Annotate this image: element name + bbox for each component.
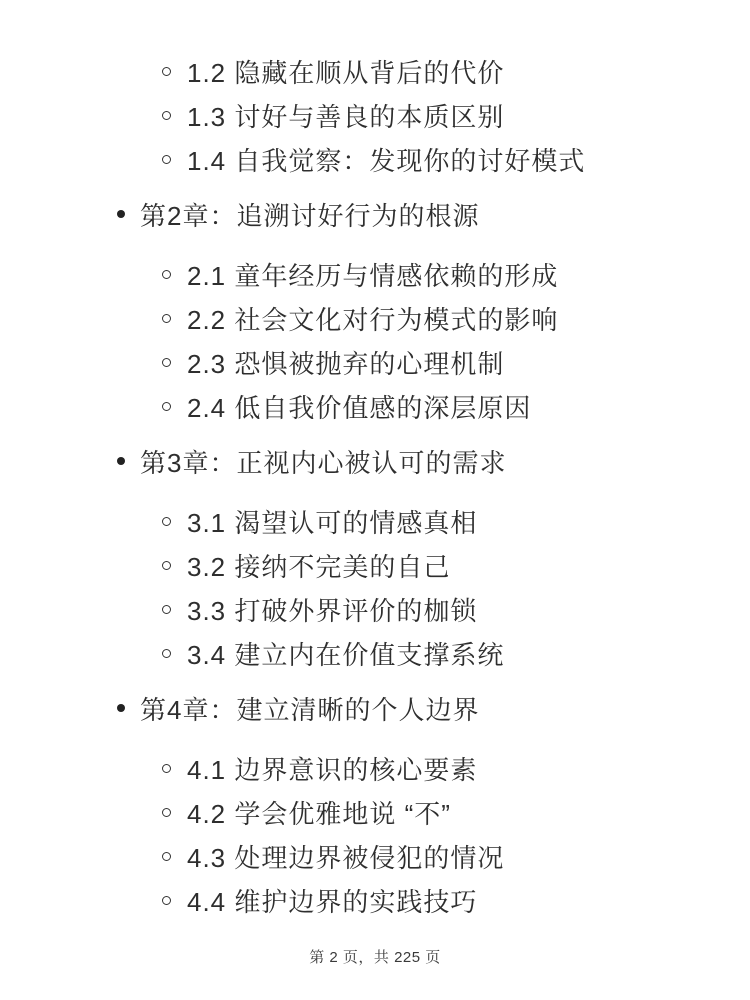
circle-bullet-icon	[162, 155, 171, 164]
toc-chapter-item	[0, 446, 750, 476]
toc-sub-item	[0, 594, 750, 624]
toc-item-label: 2.2 社会文化对行为模式的影响	[187, 304, 559, 335]
circle-bullet-icon	[162, 270, 171, 279]
toc-chapter-label: 第2章：追溯讨好行为的根源	[140, 200, 480, 231]
toc-chapter-label: 第4章：建立清晰的个人边界	[140, 694, 480, 725]
toc-sub-item	[0, 144, 750, 174]
toc-item-label: 1.4 自我觉察：发现你的讨好模式	[187, 145, 586, 176]
disc-bullet-icon	[117, 210, 125, 218]
toc-chapter-item	[0, 199, 750, 229]
toc-sub-item	[0, 56, 750, 86]
toc-sub-item	[0, 259, 750, 289]
circle-bullet-icon	[162, 561, 171, 570]
page-indicator-text: 第 2 页，共 225 页	[309, 949, 441, 966]
toc-item-label: 4.1 边界意识的核心要素	[187, 754, 478, 785]
toc-sub-item	[0, 506, 750, 536]
toc-sub-item	[0, 841, 750, 871]
circle-bullet-icon	[162, 402, 171, 411]
toc-sub-item	[0, 638, 750, 668]
toc-item-label: 2.1 童年经历与情感依赖的形成	[187, 260, 559, 291]
toc-sub-item	[0, 550, 750, 580]
toc-item-label: 3.1 渴望认可的情感真相	[187, 507, 478, 538]
disc-bullet-icon	[117, 457, 125, 465]
toc-chapter-item	[0, 693, 750, 723]
circle-bullet-icon	[162, 896, 171, 905]
toc-item-label: 3.3 打破外界评价的枷锁	[187, 595, 478, 626]
toc-chapter-label: 第3章：正视内心被认可的需求	[140, 447, 507, 478]
circle-bullet-icon	[162, 852, 171, 861]
toc-sub-item	[0, 303, 750, 333]
circle-bullet-icon	[162, 605, 171, 614]
toc-sub-item	[0, 347, 750, 377]
page-indicator	[0, 946, 750, 967]
circle-bullet-icon	[162, 67, 171, 76]
toc-item-label: 1.3 讨好与善良的本质区别	[187, 101, 505, 132]
circle-bullet-icon	[162, 808, 171, 817]
toc-item-label: 3.4 建立内在价值支撑系统	[187, 639, 505, 670]
toc-sub-item	[0, 885, 750, 915]
toc-item-label: 4.4 维护边界的实践技巧	[187, 886, 478, 917]
toc-sub-item	[0, 100, 750, 130]
circle-bullet-icon	[162, 764, 171, 773]
toc-item-label: 2.4 低自我价值感的深层原因	[187, 392, 532, 423]
toc-sub-item	[0, 391, 750, 421]
toc-item-label: 2.3 恐惧被抛弃的心理机制	[187, 348, 505, 379]
toc-item-label: 4.3 处理边界被侵犯的情况	[187, 842, 505, 873]
circle-bullet-icon	[162, 358, 171, 367]
circle-bullet-icon	[162, 517, 171, 526]
toc-sub-item	[0, 753, 750, 783]
circle-bullet-icon	[162, 314, 171, 323]
toc-item-label: 4.2 学会优雅地说 “不”	[187, 798, 451, 829]
circle-bullet-icon	[162, 111, 171, 120]
disc-bullet-icon	[117, 704, 125, 712]
toc-item-label: 1.2 隐藏在顺从背后的代价	[187, 57, 505, 88]
circle-bullet-icon	[162, 649, 171, 658]
toc-item-label: 3.2 接纳不完美的自己	[187, 551, 451, 582]
toc-sub-item	[0, 797, 750, 827]
